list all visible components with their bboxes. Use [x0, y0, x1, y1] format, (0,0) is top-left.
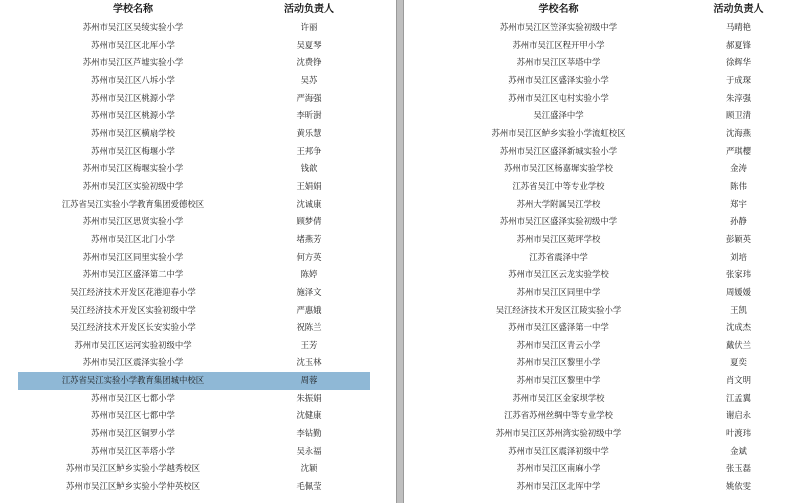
school-name-cell[interactable]: 苏州市吴江区吴绫实验小学: [82, 22, 184, 32]
school-name-cell[interactable]: 吴江经济技术开发区实验初级中学: [70, 304, 196, 315]
leader-name-cell[interactable]: 祝陈兰: [296, 322, 322, 333]
table-row[interactable]: [18, 37, 370, 55]
table-row[interactable]: [18, 390, 370, 408]
leader-name-cell[interactable]: 孙静: [730, 216, 747, 227]
leader-name-cell[interactable]: 施泽文: [296, 286, 322, 297]
table-row[interactable]: [426, 143, 786, 161]
table-row[interactable]: [18, 443, 370, 461]
school-name-cell[interactable]: 苏州市吴江区菀坪学校: [516, 233, 601, 244]
school-name-cell[interactable]: 苏州市吴江区黎里中学: [516, 375, 601, 386]
table-header-row: [426, 0, 786, 19]
leader-name-cell[interactable]: 金斌: [730, 445, 747, 456]
page-right: [404, 0, 800, 503]
leader-name-cell[interactable]: 吴夏琴: [296, 39, 322, 50]
table-row[interactable]: [18, 284, 370, 302]
leader-name-cell[interactable]: 陈婷: [300, 269, 318, 280]
table-row[interactable]: [426, 425, 786, 443]
school-name-cell[interactable]: 苏州市吴江区北门小学: [91, 233, 175, 244]
table-row[interactable]: [426, 196, 786, 214]
table-row[interactable]: [18, 302, 370, 320]
school-table-left: [18, 0, 370, 496]
school-name-cell[interactable]: 苏州市吴江区屯村实验小学: [508, 92, 609, 103]
leader-name-cell[interactable]: 顾卫清: [725, 110, 752, 121]
table-row[interactable]: [18, 125, 370, 143]
school-name-cell[interactable]: 江苏省吴江中等专业学校: [512, 180, 605, 191]
table-row[interactable]: [18, 19, 370, 37]
column-header-school: 学校名称: [538, 4, 579, 15]
table-row[interactable]: [426, 37, 786, 55]
column-header-leader: 活动负责人: [284, 4, 334, 15]
leader-name-cell[interactable]: 何方英: [296, 251, 322, 262]
school-name-cell[interactable]: 苏州市吴江区南麻小学: [516, 463, 601, 474]
leader-name-cell[interactable]: 黄乐慧: [296, 127, 322, 138]
table-row[interactable]: [18, 213, 370, 231]
school-name-cell[interactable]: 苏州市吴江区青云小学: [516, 339, 601, 350]
leader-name-cell[interactable]: 朱淳强: [725, 92, 752, 103]
table-row[interactable]: [18, 425, 370, 443]
school-name-cell[interactable]: 苏州市吴江区北厍中学: [516, 481, 601, 492]
school-name-cell[interactable]: 吴江经济技术开发区江陵实验小学: [495, 304, 622, 315]
school-name-cell[interactable]: 苏州市吴江区实验初级中学: [82, 180, 184, 191]
table-row[interactable]: [18, 266, 370, 284]
school-name-cell[interactable]: 吴江经济技术开发区花港迎春小学: [70, 286, 196, 297]
school-name-cell[interactable]: 苏州大学附属吴江学校: [516, 198, 601, 209]
school-name-cell[interactable]: 苏州市吴江区同里中学: [516, 286, 601, 297]
table-row[interactable]: [18, 72, 370, 90]
school-name-cell[interactable]: 苏州市吴江区鲈乡实验小学越秀校区: [66, 463, 200, 474]
table-header-row: [18, 0, 370, 19]
table-row[interactable]: [426, 178, 786, 196]
school-table-right: [426, 0, 786, 496]
school-name-cell[interactable]: 江苏省苏州丝绸中等专业学校: [504, 410, 613, 421]
school-name-cell[interactable]: 吴江经济技术开发区长安实验小学: [70, 322, 196, 333]
table-row[interactable]: [18, 478, 370, 496]
school-name-cell[interactable]: 苏州市吴江区盛泽实验小学: [508, 74, 609, 85]
table-row[interactable]: [18, 407, 370, 425]
leader-name-cell[interactable]: 周媛媛: [725, 286, 752, 297]
column-header-school: 学校名称: [113, 4, 153, 15]
school-name-cell[interactable]: 苏州市吴江区鲈乡实验小学仲英校区: [66, 481, 200, 492]
leader-name-cell[interactable]: 严琪樱: [725, 145, 752, 156]
school-name-cell[interactable]: 苏州市吴江区横扇学校: [91, 127, 175, 138]
table-row[interactable]: [426, 160, 786, 178]
table-row[interactable]: [426, 478, 786, 496]
table-row[interactable]: [426, 460, 786, 478]
table-row[interactable]: [426, 125, 786, 143]
table-row[interactable]: [18, 231, 370, 249]
leader-name-cell[interactable]: 江孟翼: [725, 392, 752, 403]
leader-name-cell[interactable]: 严海强: [296, 92, 322, 103]
table-row[interactable]: [18, 143, 370, 161]
leader-name-cell[interactable]: 顾梦倩: [296, 216, 322, 227]
leader-name-cell[interactable]: 李昕澍: [296, 110, 322, 121]
table-row[interactable]: [426, 443, 786, 461]
leader-name-cell[interactable]: 许丽: [300, 22, 318, 32]
leader-name-cell[interactable]: 李钻勤: [296, 428, 322, 439]
school-name-cell[interactable]: 苏州市吴江区八坼小学: [91, 74, 175, 85]
table-row[interactable]: [18, 337, 370, 355]
school-name-cell[interactable]: 苏州市吴江区七都中学: [91, 410, 175, 421]
school-name-cell[interactable]: 苏州市吴江区笠泽实验初级中学: [499, 22, 618, 32]
table-row[interactable]: [18, 196, 370, 214]
leader-name-cell[interactable]: 马晴艳: [725, 22, 752, 32]
leader-name-cell[interactable]: 沈健康: [296, 410, 322, 421]
table-row[interactable]: [18, 249, 370, 267]
table-row[interactable]: [426, 213, 786, 231]
leader-name-cell[interactable]: 吴苏: [300, 74, 318, 85]
leader-name-cell[interactable]: 毛佩莹: [296, 481, 322, 492]
school-name-cell[interactable]: 苏州市吴江区同里实验小学: [82, 251, 184, 262]
school-name-cell[interactable]: 苏州市吴江区北厍小学: [91, 39, 175, 50]
leader-name-cell[interactable]: 沈海燕: [725, 127, 752, 138]
table-row[interactable]: [426, 372, 786, 390]
leader-name-cell[interactable]: 徐辉华: [725, 57, 752, 68]
school-name-cell[interactable]: 苏州市吴江区运河实验初级中学: [74, 339, 192, 350]
table-row[interactable]: [18, 54, 370, 72]
table-row[interactable]: [426, 107, 786, 125]
school-name-cell[interactable]: 苏州市吴江区思贤实验小学: [82, 216, 184, 227]
school-name-cell[interactable]: 苏州市吴江区盛泽第一中学: [508, 322, 609, 333]
table-row[interactable]: [426, 302, 786, 320]
school-name-cell[interactable]: 苏州市吴江区莘塔中学: [516, 57, 601, 68]
school-name-cell[interactable]: 苏州市吴江区鲈乡实验小学流虹校区: [491, 127, 626, 138]
table-body-right: [426, 19, 786, 496]
leader-name-cell[interactable]: 戴伏兰: [725, 339, 752, 350]
table-row[interactable]: [426, 72, 786, 90]
leader-name-cell[interactable]: 姚依雯: [725, 481, 752, 492]
leader-name-cell[interactable]: 谢启永: [725, 410, 752, 421]
school-name-cell[interactable]: 苏州市吴江区黎里小学: [516, 357, 601, 368]
school-name-cell[interactable]: 江苏省吴江实验小学教育集团城中校区: [18, 372, 248, 390]
table-row[interactable]: [426, 19, 786, 37]
leader-name-cell[interactable]: 王芳: [300, 339, 318, 350]
leader-name-cell[interactable]: 金涛: [730, 163, 747, 174]
table-row[interactable]: [426, 284, 786, 302]
page-left: [0, 0, 396, 503]
school-name-cell[interactable]: 苏州市吴江区苏州湾实验初级中学: [495, 428, 622, 439]
table-row[interactable]: [18, 107, 370, 125]
leader-name-cell[interactable]: 吴永福: [296, 445, 322, 456]
table-row[interactable]: [18, 160, 370, 178]
school-name-cell[interactable]: 苏州市吴江区铜罗小学: [91, 428, 175, 439]
table-row[interactable]: [18, 178, 370, 196]
table-row[interactable]: [18, 319, 370, 337]
leader-name-cell[interactable]: 沈成杰: [725, 322, 752, 333]
leader-name-cell[interactable]: 沈费铮: [296, 57, 322, 68]
school-name-cell[interactable]: 吴江盛泽中学: [533, 110, 584, 121]
school-name-cell[interactable]: 苏州市吴江区桃源小学: [91, 110, 175, 121]
table-row[interactable]: [426, 90, 786, 108]
table-row[interactable]: [426, 249, 786, 267]
school-name-cell[interactable]: 苏州市吴江区芦墟实验小学: [82, 57, 184, 68]
school-name-cell[interactable]: 苏州市吴江区程开甲小学: [512, 39, 605, 50]
table-row[interactable]: [426, 407, 786, 425]
school-name-cell[interactable]: 苏州市吴江区梅堰小学: [91, 145, 175, 156]
leader-name-cell[interactable]: 于成琛: [725, 74, 752, 85]
page-gutter: [396, 0, 404, 503]
school-name-cell[interactable]: 江苏省吴江实验小学教育集团爱德校区: [61, 198, 205, 209]
table-row[interactable]: [426, 54, 786, 72]
leader-name-cell[interactable]: 张家玮: [725, 269, 752, 280]
leader-name-cell[interactable]: 叶渡玮: [725, 428, 752, 439]
table-row[interactable]: [426, 390, 786, 408]
table-row[interactable]: [18, 90, 370, 108]
school-name-cell[interactable]: 苏州市吴江区杨嘉墀实验学校: [504, 163, 613, 174]
school-name-cell[interactable]: 苏州市吴江区盛泽新城实验小学: [499, 145, 618, 156]
leader-name-cell[interactable]: 王凯: [730, 304, 747, 315]
leader-name-cell[interactable]: 钱歆: [300, 163, 318, 174]
leader-name-cell[interactable]: 王邦争: [296, 145, 322, 156]
table-row[interactable]: [426, 231, 786, 249]
table-row[interactable]: [426, 354, 786, 372]
school-name-cell[interactable]: 苏州市吴江区震泽初级中学: [508, 445, 609, 456]
leader-name-cell[interactable]: 沈诚康: [296, 198, 322, 209]
leader-name-cell[interactable]: 堵燕芳: [296, 233, 322, 244]
school-name-cell[interactable]: 苏州市吴江区盛泽第二中学: [82, 269, 184, 280]
school-name-cell[interactable]: 苏州市吴江区金家坝学校: [512, 392, 605, 403]
school-name-cell[interactable]: 苏州市吴江区云龙实验学校: [508, 269, 609, 280]
table-row[interactable]: [18, 354, 370, 372]
table-row[interactable]: [18, 460, 370, 478]
leader-name-cell[interactable]: 沈颖: [300, 463, 318, 474]
school-name-cell[interactable]: 苏州市吴江区七都小学: [91, 392, 175, 403]
leader-name-cell[interactable]: 严惠娥: [296, 304, 322, 315]
leader-name-cell[interactable]: 沈玉林: [296, 357, 322, 368]
leader-name-cell[interactable]: 夏奕: [730, 357, 747, 368]
school-name-cell[interactable]: 江苏省震泽中学: [529, 251, 588, 262]
school-name-cell[interactable]: 苏州市吴江区梅堰实验小学: [82, 163, 184, 174]
leader-name-cell[interactable]: 郝夏锋: [725, 39, 752, 50]
leader-name-cell[interactable]: 陈伟: [730, 180, 747, 191]
table-row[interactable]: [426, 337, 786, 355]
school-name-cell[interactable]: 苏州市吴江区莘塔小学: [91, 445, 175, 456]
leader-name-cell[interactable]: 周蓉: [248, 372, 370, 390]
school-name-cell[interactable]: 苏州市吴江区盛泽实验初级中学: [499, 216, 618, 227]
leader-name-cell[interactable]: 彭颖英: [725, 233, 752, 244]
leader-name-cell[interactable]: 郑宇: [730, 198, 747, 209]
table-body-left: [18, 19, 370, 496]
leader-name-cell[interactable]: 刘培: [730, 251, 747, 262]
table-row[interactable]: [426, 266, 786, 284]
school-name-cell[interactable]: 苏州市吴江区桃源小学: [91, 92, 175, 103]
school-name-cell[interactable]: 苏州市吴江区震泽实验小学: [82, 357, 184, 368]
leader-name-cell[interactable]: 王娟娟: [296, 180, 322, 191]
column-header-leader: 活动负责人: [713, 4, 764, 15]
leader-name-cell[interactable]: 朱振娟: [296, 392, 322, 403]
table-row[interactable]: [426, 319, 786, 337]
leader-name-cell[interactable]: 张玉磊: [725, 463, 752, 474]
leader-name-cell[interactable]: 肖文明: [725, 375, 752, 386]
table-row[interactable]: [18, 372, 370, 390]
